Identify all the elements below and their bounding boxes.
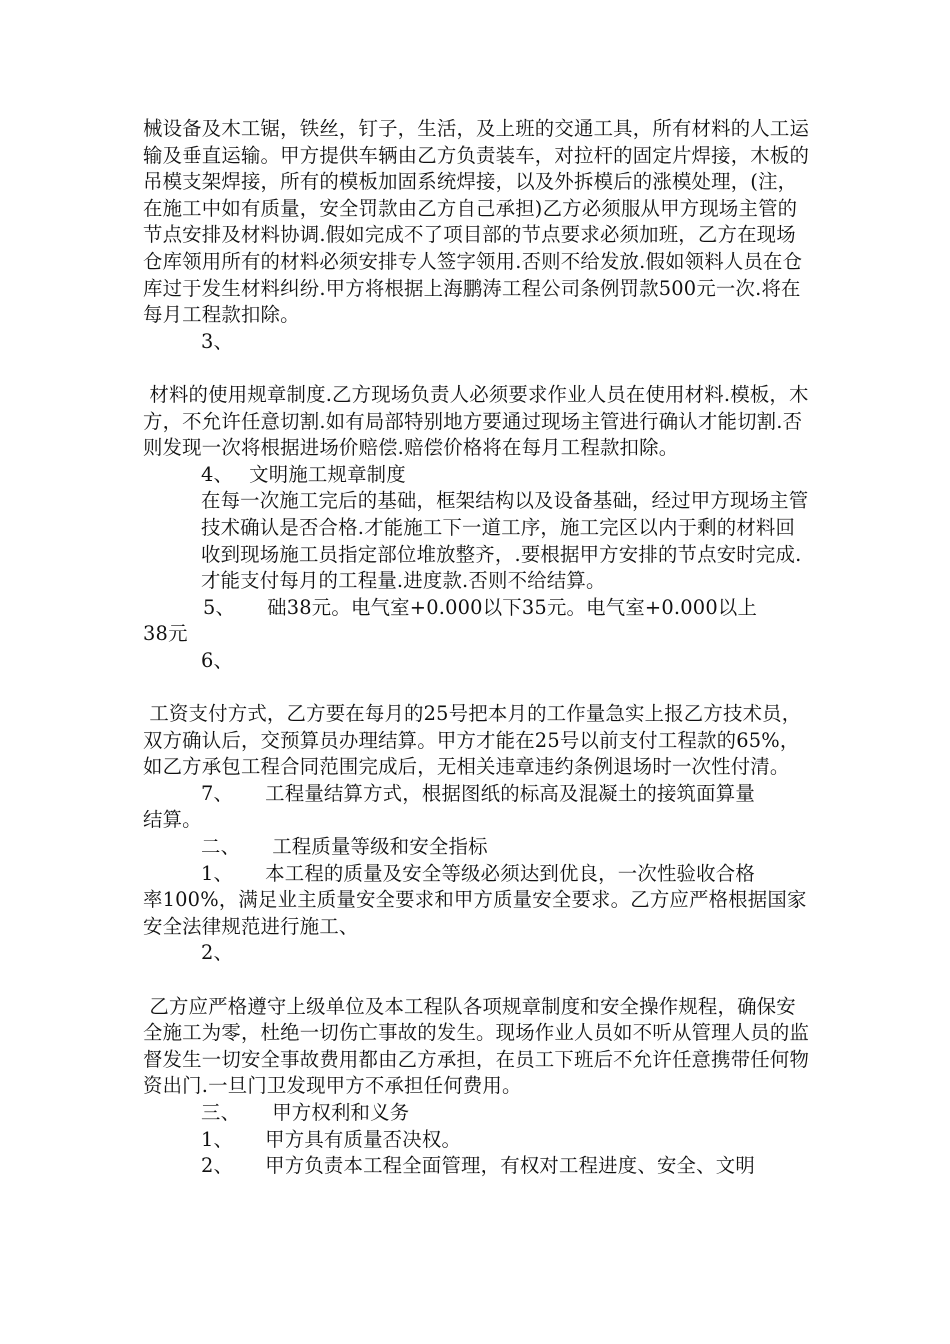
document-body (143, 116, 813, 1180)
section-3-item-2-text: 甲方负责本工程全面管理，有权对工程进度、安全、文明 (265, 1154, 755, 1178)
item-5-line (143, 595, 813, 622)
section-3-title: 甲方权利和义务 (272, 1100, 410, 1124)
section-3-item-2-line (143, 1153, 813, 1180)
section-2-item-1-line (143, 861, 813, 888)
paragraph-material-rules: 材料的使用规章制度.乙方现场负责人必须要求作业人员在使用材料.模板，木方，不允许任意切割.如有局部特别地方要通过现场主管进行确认才能切割.否则发现一次将根据进场价赔偿.赔偿价格将在每月工程款扣除。 (143, 382, 809, 460)
section-2-number: 二、 (201, 835, 241, 859)
item-7-text: 工程量结算方式，根据图纸的标高及混凝土的接筑面算量 (265, 781, 755, 805)
section-3-item-1-number: 1、 (201, 1127, 234, 1151)
blank-line (143, 674, 813, 701)
paragraph-materials-tools: 械设备及木工锯，铁丝，钉子，生活，及上班的交通工具，所有材料的人工运输及垂直运输。甲方提供车辆由乙方负责装车，对拉杆的固定片焊接，木板的吊模支架焊接，所有的模板加固系统焊接，以及外拆模后的涨模处理，(注，在施工中如有质量，安全罚款由乙方自己承担)乙方必须服从甲方现场主管的节点安排及材料协调.假如完成不了项目部的节点要求必须加班，乙方在现场仓库领用所有的材料必须安排专人签字领用.否则不给发放.假如领料人员在仓库过于发生材料纠纷.甲方将根据上海鹏涛工程公司条例罚款500元一次.将在每月工程款扣除。 (143, 117, 810, 327)
section-3-number: 三、 (201, 1100, 241, 1124)
item-3-number: 3、 (201, 329, 234, 353)
section-3-heading (143, 1100, 813, 1127)
section-2-item-1-continuation: 率100%，满足业主质量安全要求和甲方质量安全要求。乙方应严格根据国家安全法律规范进行施工、 (143, 888, 807, 938)
item-5-number: 5、 (203, 595, 236, 619)
paragraph-safety-rules: 乙方应严格遵守上级单位及本工程队各项规章制度和安全操作规程，确保安全施工为零，杜绝一切伤亡事故的发生。现场作业人员如不听从管理人员的监督发生一切安全事故费用都由乙方承担，在员工下班后不允许任意携带任何物资出门.一旦门卫发现甲方不承担任何费用。 (143, 994, 810, 1098)
section-2-item-1-number: 1、 (201, 861, 234, 885)
item-7-line (143, 781, 813, 808)
item-4-heading (143, 462, 813, 489)
section-2-item-2-number: 2、 (201, 941, 234, 965)
item-5-continuation: 38元 (143, 622, 188, 646)
blank-line (143, 967, 813, 994)
section-2-heading (143, 834, 813, 861)
item-7-continuation: 结算。 (143, 808, 202, 832)
paragraph-civilized-construction: 在每一次施工完后的基础，框架结构以及设备基础，经过甲方现场主管技术确认是否合格.才能施工下一道工序，施工完区以内于剩的材料回收到现场施工员指定部位堆放整齐，.要根据甲方安排的节点安时完成.才能支付每月的工程量.进度款.否则不给结算。 (201, 489, 809, 593)
blank-line (143, 355, 813, 382)
item-5-text: 础38元。电气室+0.000以下35元。电气室+0.000以上 (267, 595, 758, 619)
paragraph-wage-payment: 工资支付方式，乙方要在每月的25号把本月的工作量急实上报乙方技术员，双方确认后，交预算员办理结算。甲方才能在25号以前支付工程款的65%，如乙方承包工程合同范围完成后，无相关违章违约条例退场时一次性付清。 (143, 702, 802, 779)
item-4-number: 4、 (201, 462, 234, 486)
section-3-item-1-text: 甲方具有质量否决权。 (265, 1127, 462, 1151)
item-6-number: 6、 (201, 648, 234, 672)
section-2-item-1-text: 本工程的质量及安全等级必须达到优良，一次性验收合格 (265, 861, 755, 885)
item-4-title: 文明施工规章制度 (249, 462, 406, 486)
section-2-title: 工程质量等级和安全指标 (272, 835, 488, 859)
section-3-item-1-line (143, 1127, 813, 1154)
item-7-number: 7、 (201, 781, 234, 805)
section-3-item-2-number: 2、 (201, 1154, 234, 1178)
